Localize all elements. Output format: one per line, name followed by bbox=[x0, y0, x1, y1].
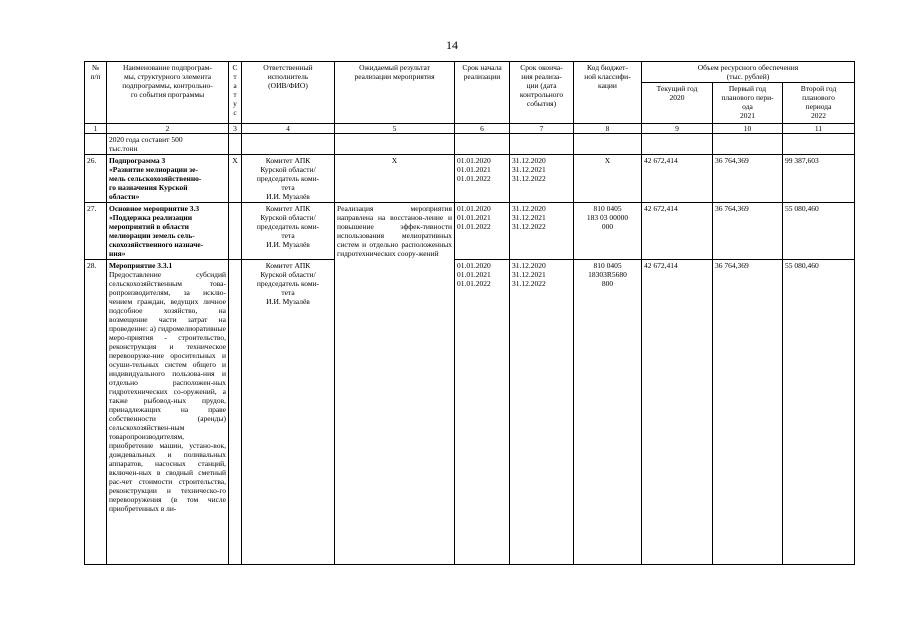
column-index: 7 bbox=[510, 124, 574, 134]
text-line: мероприятий в области bbox=[109, 222, 189, 231]
text-line: 18303R5680 bbox=[588, 270, 627, 279]
text-line: тета bbox=[281, 183, 295, 192]
letter: у bbox=[233, 99, 237, 108]
row-value-2020: 42 672,414 bbox=[642, 260, 713, 565]
column-index: 8 bbox=[574, 124, 642, 134]
table-row bbox=[85, 155, 855, 203]
row-value-2021: 36 764,369 bbox=[713, 203, 783, 260]
text-line: ния реализа- bbox=[521, 72, 562, 81]
text-line: Второй год bbox=[800, 84, 837, 93]
text-line: 01.01.2021 bbox=[457, 270, 491, 279]
text-line: тета bbox=[281, 288, 295, 297]
resource-table bbox=[84, 61, 855, 565]
text-line: 2020 bbox=[669, 93, 685, 102]
text-line: 31.12.2021 bbox=[512, 213, 546, 222]
header-num bbox=[85, 62, 107, 124]
row-value-2022: 55 080,460 bbox=[783, 260, 855, 565]
column-index-row bbox=[85, 124, 855, 134]
text-line: кации bbox=[598, 81, 617, 90]
text-line: исполнитель bbox=[267, 72, 309, 81]
text-line: ной классифи- bbox=[584, 72, 631, 81]
text-line: «Поддержка реализации bbox=[109, 213, 193, 222]
row-value-2022: 99 387,603 bbox=[783, 155, 855, 203]
header-resources bbox=[642, 62, 855, 83]
letter: т bbox=[233, 90, 237, 99]
row-name-description: Предоставление субсидий сельскохозяйственным това-ропроизводителям, за исклю-чением граждан, ведущих личное подсобное хозяйство, на возмещение части затрат на проведение: а) гидромелиоративные меро-приятия - строительство, реконструкция и техническое перевооруже-ние оросительных и осуши-тельных систем общего и индивидуального пользова-ния и отдельно расположен-ных гидротехнических со-оружений, а также рыбовод-ных прудов, принадлежащих на праве собственности (аренды) сельскохозяйствен-ным товаропроизводителям, приобретение машин, устано-вок, дождевальных и поливальных аппаратов, насосных станций, включен-ных в сводный сметный рас-чет стоимости строительства, реконструкции и техническо-го перевооружения (в том числе приобретенных в ли- bbox=[109, 270, 226, 513]
text-line: И.И. Музалёв bbox=[266, 192, 310, 201]
column-index: 11 bbox=[783, 124, 855, 134]
text-line: председатель коми- bbox=[256, 279, 320, 288]
row-end bbox=[510, 155, 574, 203]
text-line: тыс.тонн bbox=[109, 144, 138, 153]
text-line: председатель коми- bbox=[256, 174, 320, 183]
text-line: Срок оконча- bbox=[520, 63, 563, 72]
text-line: Комитет АПК bbox=[265, 261, 311, 270]
table-row bbox=[85, 260, 855, 565]
text-line: планового bbox=[802, 93, 835, 102]
text-line: 31.12.2022 bbox=[512, 222, 546, 231]
text-line: тета bbox=[281, 231, 295, 240]
row-budget-code: X bbox=[574, 155, 642, 203]
text-line: ции (дата bbox=[526, 81, 557, 90]
text-line: 01.01.2020 bbox=[457, 156, 491, 165]
continuation-text bbox=[107, 134, 229, 155]
row-number: 27. bbox=[85, 203, 107, 260]
text-line: № bbox=[91, 63, 100, 72]
table-row bbox=[85, 134, 855, 155]
text-line: (тыс. рублей) bbox=[726, 72, 770, 81]
text-line: Курской области/ bbox=[260, 165, 316, 174]
header-year-2020 bbox=[642, 83, 713, 124]
row-end bbox=[510, 203, 574, 260]
letter: а bbox=[233, 81, 237, 90]
text-line: 01.01.2021 bbox=[457, 165, 491, 174]
row-executor bbox=[242, 260, 335, 565]
text-line: мель сельскохозяйственно- bbox=[109, 174, 202, 183]
text-line: ния» bbox=[109, 249, 126, 258]
text-line: 01.01.2022 bbox=[457, 174, 491, 183]
text-line: Подпрограмма 3 bbox=[109, 156, 166, 165]
letter: с bbox=[233, 108, 237, 117]
row-name bbox=[107, 203, 229, 260]
text-line: (ОИВ/ФИО) bbox=[268, 81, 308, 90]
letter: С bbox=[232, 63, 238, 72]
row-value-2022: 55 080,460 bbox=[783, 203, 855, 260]
text-line: го события программы bbox=[130, 90, 205, 99]
row-value-2021: 36 764,369 bbox=[713, 155, 783, 203]
row-name bbox=[107, 260, 229, 565]
row-name-title: Мероприятие 3.3.1 bbox=[109, 261, 173, 270]
column-index: 10 bbox=[713, 124, 783, 134]
text-line: 810 0405 bbox=[593, 261, 622, 270]
row-value-2020: 42 672,414 bbox=[642, 203, 713, 260]
column-index: 4 bbox=[242, 124, 335, 134]
text-line: Ожидаемый результат bbox=[359, 63, 430, 72]
row-executor bbox=[242, 203, 335, 260]
text-line: 31.12.2021 bbox=[512, 270, 546, 279]
row-budget-code bbox=[574, 203, 642, 260]
row-number: 28. bbox=[85, 260, 107, 565]
row-end bbox=[510, 260, 574, 565]
row-status bbox=[229, 260, 242, 565]
row-number: 26. bbox=[85, 155, 107, 203]
text-line: 31.12.2022 bbox=[512, 174, 546, 183]
text-line: планового пери- bbox=[721, 93, 774, 102]
text-line: ода bbox=[742, 102, 753, 111]
row-value-2020: 42 672,414 bbox=[642, 155, 713, 203]
header-year-2021 bbox=[713, 83, 783, 124]
text-line: 31.12.2020 bbox=[512, 156, 546, 165]
text-line: 800 bbox=[601, 279, 614, 288]
row-status bbox=[229, 203, 242, 260]
text-line: 31.12.2022 bbox=[512, 279, 546, 288]
text-line: «Развитие мелиорации зе- bbox=[109, 165, 198, 174]
text-line: 31.12.2021 bbox=[512, 165, 546, 174]
column-index: 2 bbox=[107, 124, 229, 134]
text-line: Комитет АПК bbox=[265, 156, 311, 165]
text-line: п/п bbox=[90, 72, 101, 81]
table-row bbox=[85, 203, 855, 260]
text-line: Объем ресурсного обеспечения bbox=[697, 63, 799, 72]
text-line: Код бюджет- bbox=[587, 63, 628, 72]
header-name bbox=[107, 62, 229, 124]
header-budget-code bbox=[574, 62, 642, 124]
text-line: 2020 года составит 500 bbox=[109, 135, 183, 144]
text-line: Срок начала bbox=[462, 63, 502, 72]
text-line: 2022 bbox=[811, 111, 826, 120]
text-line: мелиорации земель сель- bbox=[109, 231, 195, 240]
header-result bbox=[335, 62, 455, 124]
text-line: 01.01.2021 bbox=[457, 213, 491, 222]
page-number: 14 bbox=[446, 38, 458, 52]
row-executor bbox=[242, 155, 335, 203]
text-line: 31.12.2020 bbox=[512, 261, 546, 270]
text-line: И.И. Музалёв bbox=[266, 240, 310, 249]
text-line: реализации мероприятия bbox=[354, 72, 435, 81]
text-line: контрольного bbox=[519, 90, 564, 99]
text-line: 01.01.2022 bbox=[457, 222, 491, 231]
text-line: Текущий год bbox=[656, 84, 698, 93]
header-status bbox=[229, 62, 242, 124]
row-start bbox=[455, 155, 510, 203]
text-line: подпрограммы, контрольно- bbox=[122, 81, 213, 90]
text-line: И.И. Музалёв bbox=[266, 297, 310, 306]
row-value-2021: 36 764,369 bbox=[713, 260, 783, 565]
column-index: 1 bbox=[85, 124, 107, 134]
text-line: 000 bbox=[601, 222, 614, 231]
column-index: 9 bbox=[642, 124, 713, 134]
row-status: X bbox=[229, 155, 242, 203]
text-line: скохозяйственного назначе- bbox=[109, 240, 204, 249]
text-line: 2021 bbox=[740, 111, 755, 120]
text-line: 01.01.2022 bbox=[457, 279, 491, 288]
text-line: Курской области/ bbox=[260, 213, 316, 222]
letter: т bbox=[233, 72, 237, 81]
column-index: 3 bbox=[229, 124, 242, 134]
header-executor bbox=[242, 62, 335, 124]
text-line: Ответственный bbox=[263, 63, 313, 72]
text-line: 31.12.2020 bbox=[512, 204, 546, 213]
row-result: X bbox=[335, 155, 455, 203]
text-line: Курской области/ bbox=[260, 270, 316, 279]
row-budget-code bbox=[574, 260, 642, 565]
text-line: 183 03 00000 bbox=[586, 213, 629, 222]
text-line: Первый год bbox=[728, 84, 767, 93]
text-line: реализации bbox=[463, 72, 501, 81]
row-result: Реализация мероприятия направлена на восстанов-ление и повышение эффек-тивности использования мелиоративных систем и отдельно расположенных гидротехнических соору-жений bbox=[335, 203, 455, 565]
header-year-2022 bbox=[783, 83, 855, 124]
text-line: Комитет АПК bbox=[265, 204, 311, 213]
text-line: периода bbox=[805, 102, 832, 111]
text-line: области» bbox=[109, 192, 140, 201]
column-index: 5 bbox=[335, 124, 455, 134]
text-line: председатель коми- bbox=[256, 222, 320, 231]
column-index: 6 bbox=[455, 124, 510, 134]
header-row bbox=[85, 62, 855, 83]
text-line: 01.01.2020 bbox=[457, 261, 491, 270]
text-line: 810 0405 bbox=[593, 204, 622, 213]
text-line: Основное мероприятие 3.3 bbox=[109, 204, 200, 213]
text-line: го назначения Курской bbox=[109, 183, 188, 192]
text-line: 01.01.2020 bbox=[457, 204, 491, 213]
header-end bbox=[510, 62, 574, 124]
text-line: события) bbox=[526, 99, 557, 108]
text-line: Наименование подпрограм- bbox=[123, 63, 212, 72]
row-start bbox=[455, 260, 510, 565]
row-start bbox=[455, 203, 510, 260]
row-name bbox=[107, 155, 229, 203]
text-line: мы, структурного элемента bbox=[123, 72, 212, 81]
header-start bbox=[455, 62, 510, 124]
